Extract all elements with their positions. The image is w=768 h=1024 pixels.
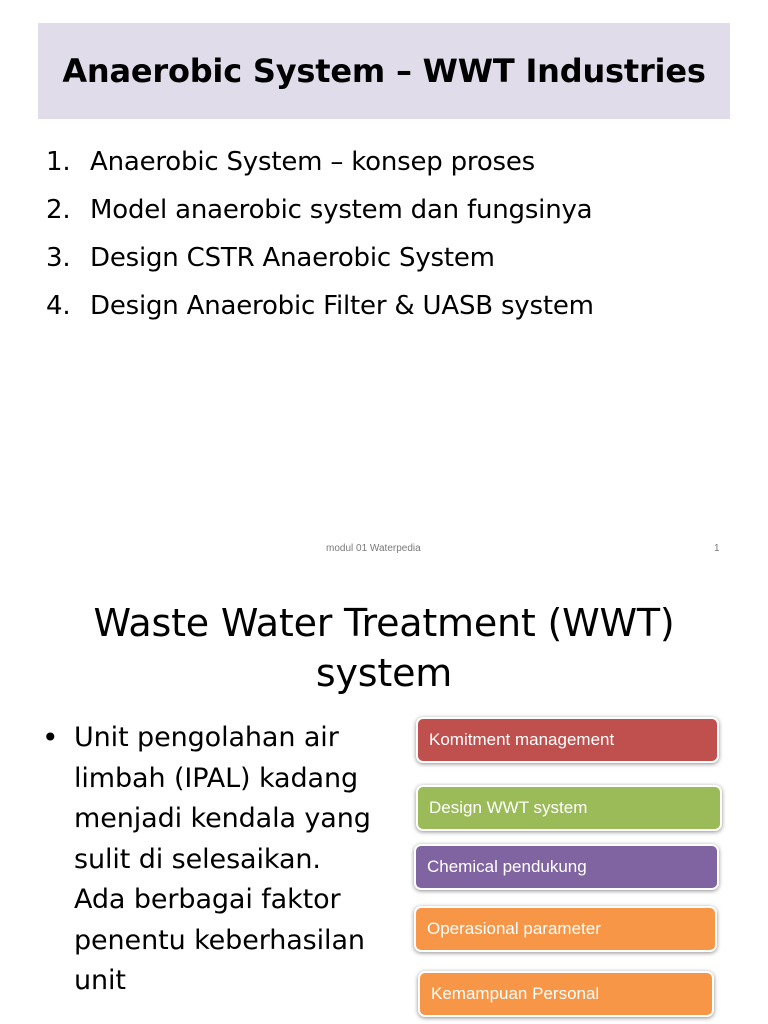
agenda-item xyxy=(46,138,594,186)
agenda-item-number: 4. xyxy=(46,291,71,321)
agenda-item-number: 3. xyxy=(46,243,71,273)
agenda-item-text: Design CSTR Anaerobic System xyxy=(90,243,495,273)
agenda-item-number: 2. xyxy=(46,195,71,225)
slide-2-title-line-1: Waste Water Treatment (WWT) xyxy=(93,601,675,645)
bullet-text: Unit pengolahan air limbah (IPAL) kadang menjadi kendala yang sulit di selesaikan. Ada berbagai faktor penentu keberhasilan unit xyxy=(74,722,371,996)
bullet-point xyxy=(42,718,382,1002)
slide-2-title xyxy=(0,598,768,698)
agenda-list xyxy=(46,138,594,330)
agenda-item-text: Model anaerobic system dan fungsinya xyxy=(90,195,593,225)
agenda-item xyxy=(46,282,594,330)
bullet-icon: • xyxy=(42,721,59,754)
slide-footer: modul 01 Waterpedia xyxy=(326,543,421,554)
slide-2-title-line-2: system xyxy=(315,651,453,695)
factor-box-operasional: Operasional parameter xyxy=(414,906,717,952)
factor-box-design: Design WWT system xyxy=(416,785,722,831)
factor-box-komitment: Komitment management xyxy=(416,717,719,763)
agenda-item xyxy=(46,234,594,282)
factor-box-kemampuan: Kemampuan Personal xyxy=(418,971,714,1017)
agenda-item-text: Anaerobic System – konsep proses xyxy=(90,147,536,177)
slide-1-title: Anaerobic System – WWT Industries xyxy=(62,52,706,90)
factor-box-chemical: Chemical pendukung xyxy=(414,844,719,890)
agenda-item-number: 1. xyxy=(46,147,71,177)
agenda-item-text: Design Anaerobic Filter & UASB system xyxy=(90,291,594,321)
page-number: 1 xyxy=(714,543,720,554)
agenda-item xyxy=(46,186,594,234)
title-band xyxy=(38,23,730,119)
